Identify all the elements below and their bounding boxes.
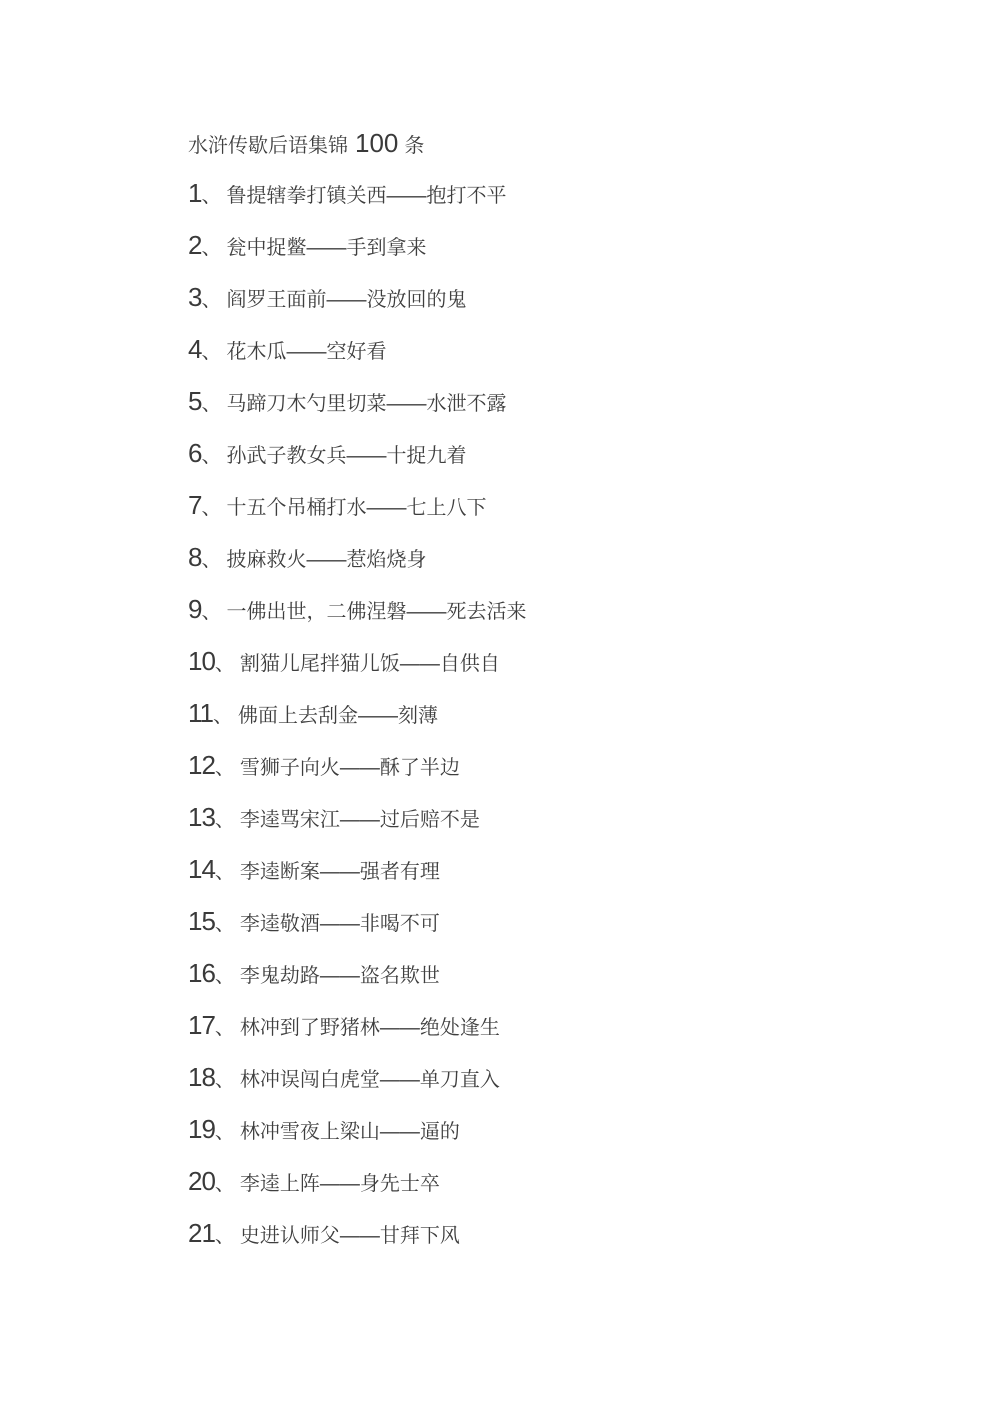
item-enumerator: 、 [201,549,222,571]
list-item [188,1010,828,1040]
list-item [188,854,828,884]
item-text: 李逵上阵——身先士卒 [239,1173,440,1195]
item-enumerator: 、 [214,1121,235,1143]
item-enumerator: 、 [214,757,235,779]
item-text: 披麻救火——惹焰烧身 [226,549,427,571]
item-number: 12 [188,750,215,780]
page-title [188,128,828,158]
item-number: 7 [188,490,202,520]
item-number: 4 [188,334,202,364]
item-text: 李逵骂宋江——过后赔不是 [239,809,480,831]
item-enumerator: 、 [201,289,222,311]
list-item [188,282,828,312]
item-enumerator: 、 [201,341,222,363]
item-text: 孙武子教女兵——十捉九着 [226,445,467,467]
item-enumerator: 、 [214,965,235,987]
item-text: 马蹄刀木勺里切菜——水泄不露 [226,393,507,415]
item-number: 15 [188,906,215,936]
item-enumerator: 、 [201,497,222,519]
item-number: 14 [188,854,215,884]
item-number: 10 [188,646,215,676]
page-title-unit: 条 [404,135,425,157]
item-enumerator: 、 [214,1069,235,1091]
item-number: 9 [188,594,202,624]
item-enumerator: 、 [214,861,235,883]
item-enumerator: 、 [201,445,222,467]
page-title-count: 100 [355,128,399,158]
item-number: 2 [188,230,202,260]
item-number: 6 [188,438,202,468]
item-text: 花木瓜——空好看 [226,341,387,363]
list-item [188,698,828,728]
item-enumerator: 、 [214,809,235,831]
list-item [188,334,828,364]
item-number: 3 [188,282,202,312]
list-item [188,750,828,780]
item-text: 雪狮子向火——酥了半边 [239,757,460,779]
item-text: 林冲误闯白虎堂——单刀直入 [239,1069,500,1091]
page-title-text: 水浒传歇后语集锦 [188,135,348,157]
item-text: 割猫儿尾拌猫儿饭——自供自 [239,653,500,675]
item-text: 李鬼劫路——盗名欺世 [239,965,440,987]
item-number: 19 [188,1114,215,1144]
item-text: 阎罗王面前——没放回的鬼 [226,289,467,311]
item-enumerator: 、 [201,237,222,259]
list-item [188,1166,828,1196]
list-item [188,178,828,208]
list-item [188,230,828,260]
list-item [188,438,828,468]
item-text: 李逵断案——强者有理 [239,861,440,883]
item-number: 21 [188,1218,215,1248]
list-item [188,542,828,572]
item-text: 鲁提辖拳打镇关西——抱打不平 [226,185,507,207]
item-enumerator: 、 [214,913,235,935]
item-enumerator: 、 [213,705,233,727]
item-text: 瓮中捉鳖——手到拿来 [226,237,427,259]
item-text: 李逵敬酒——非喝不可 [239,913,440,935]
item-enumerator: 、 [201,185,222,207]
item-number: 11 [188,698,213,728]
list-item [188,594,828,624]
item-number: 1 [188,178,202,208]
list-item [188,802,828,832]
list-item [188,906,828,936]
list-item [188,1062,828,1092]
item-enumerator: 、 [201,393,222,415]
list-item [188,386,828,416]
item-text: 十五个吊桶打水——七上八下 [226,497,487,519]
item-text: 佛面上去刮金——刻薄 [238,705,438,727]
item-text: 史进认师父——甘拜下风 [239,1225,460,1247]
list-item [188,646,828,676]
item-number: 17 [188,1010,215,1040]
item-enumerator: 、 [214,1225,235,1247]
item-number: 16 [188,958,215,988]
list-item [188,1114,828,1144]
item-enumerator: 、 [214,1173,235,1195]
list-item [188,958,828,988]
item-text: 林冲雪夜上梁山——逼的 [239,1121,460,1143]
item-text: 一佛出世，二佛涅磐——死去活来 [226,601,527,623]
item-text: 林冲到了野猪林——绝处逢生 [239,1017,500,1039]
xiehouyu-list [188,178,828,1248]
list-item [188,490,828,520]
item-enumerator: 、 [214,1017,235,1039]
content-area [188,128,828,1270]
item-number: 18 [188,1062,215,1092]
item-number: 13 [188,802,215,832]
item-number: 20 [188,1166,215,1196]
item-enumerator: 、 [214,653,235,675]
list-item [188,1218,828,1248]
item-number: 5 [188,386,202,416]
item-number: 8 [188,542,202,572]
item-enumerator: 、 [201,601,222,623]
